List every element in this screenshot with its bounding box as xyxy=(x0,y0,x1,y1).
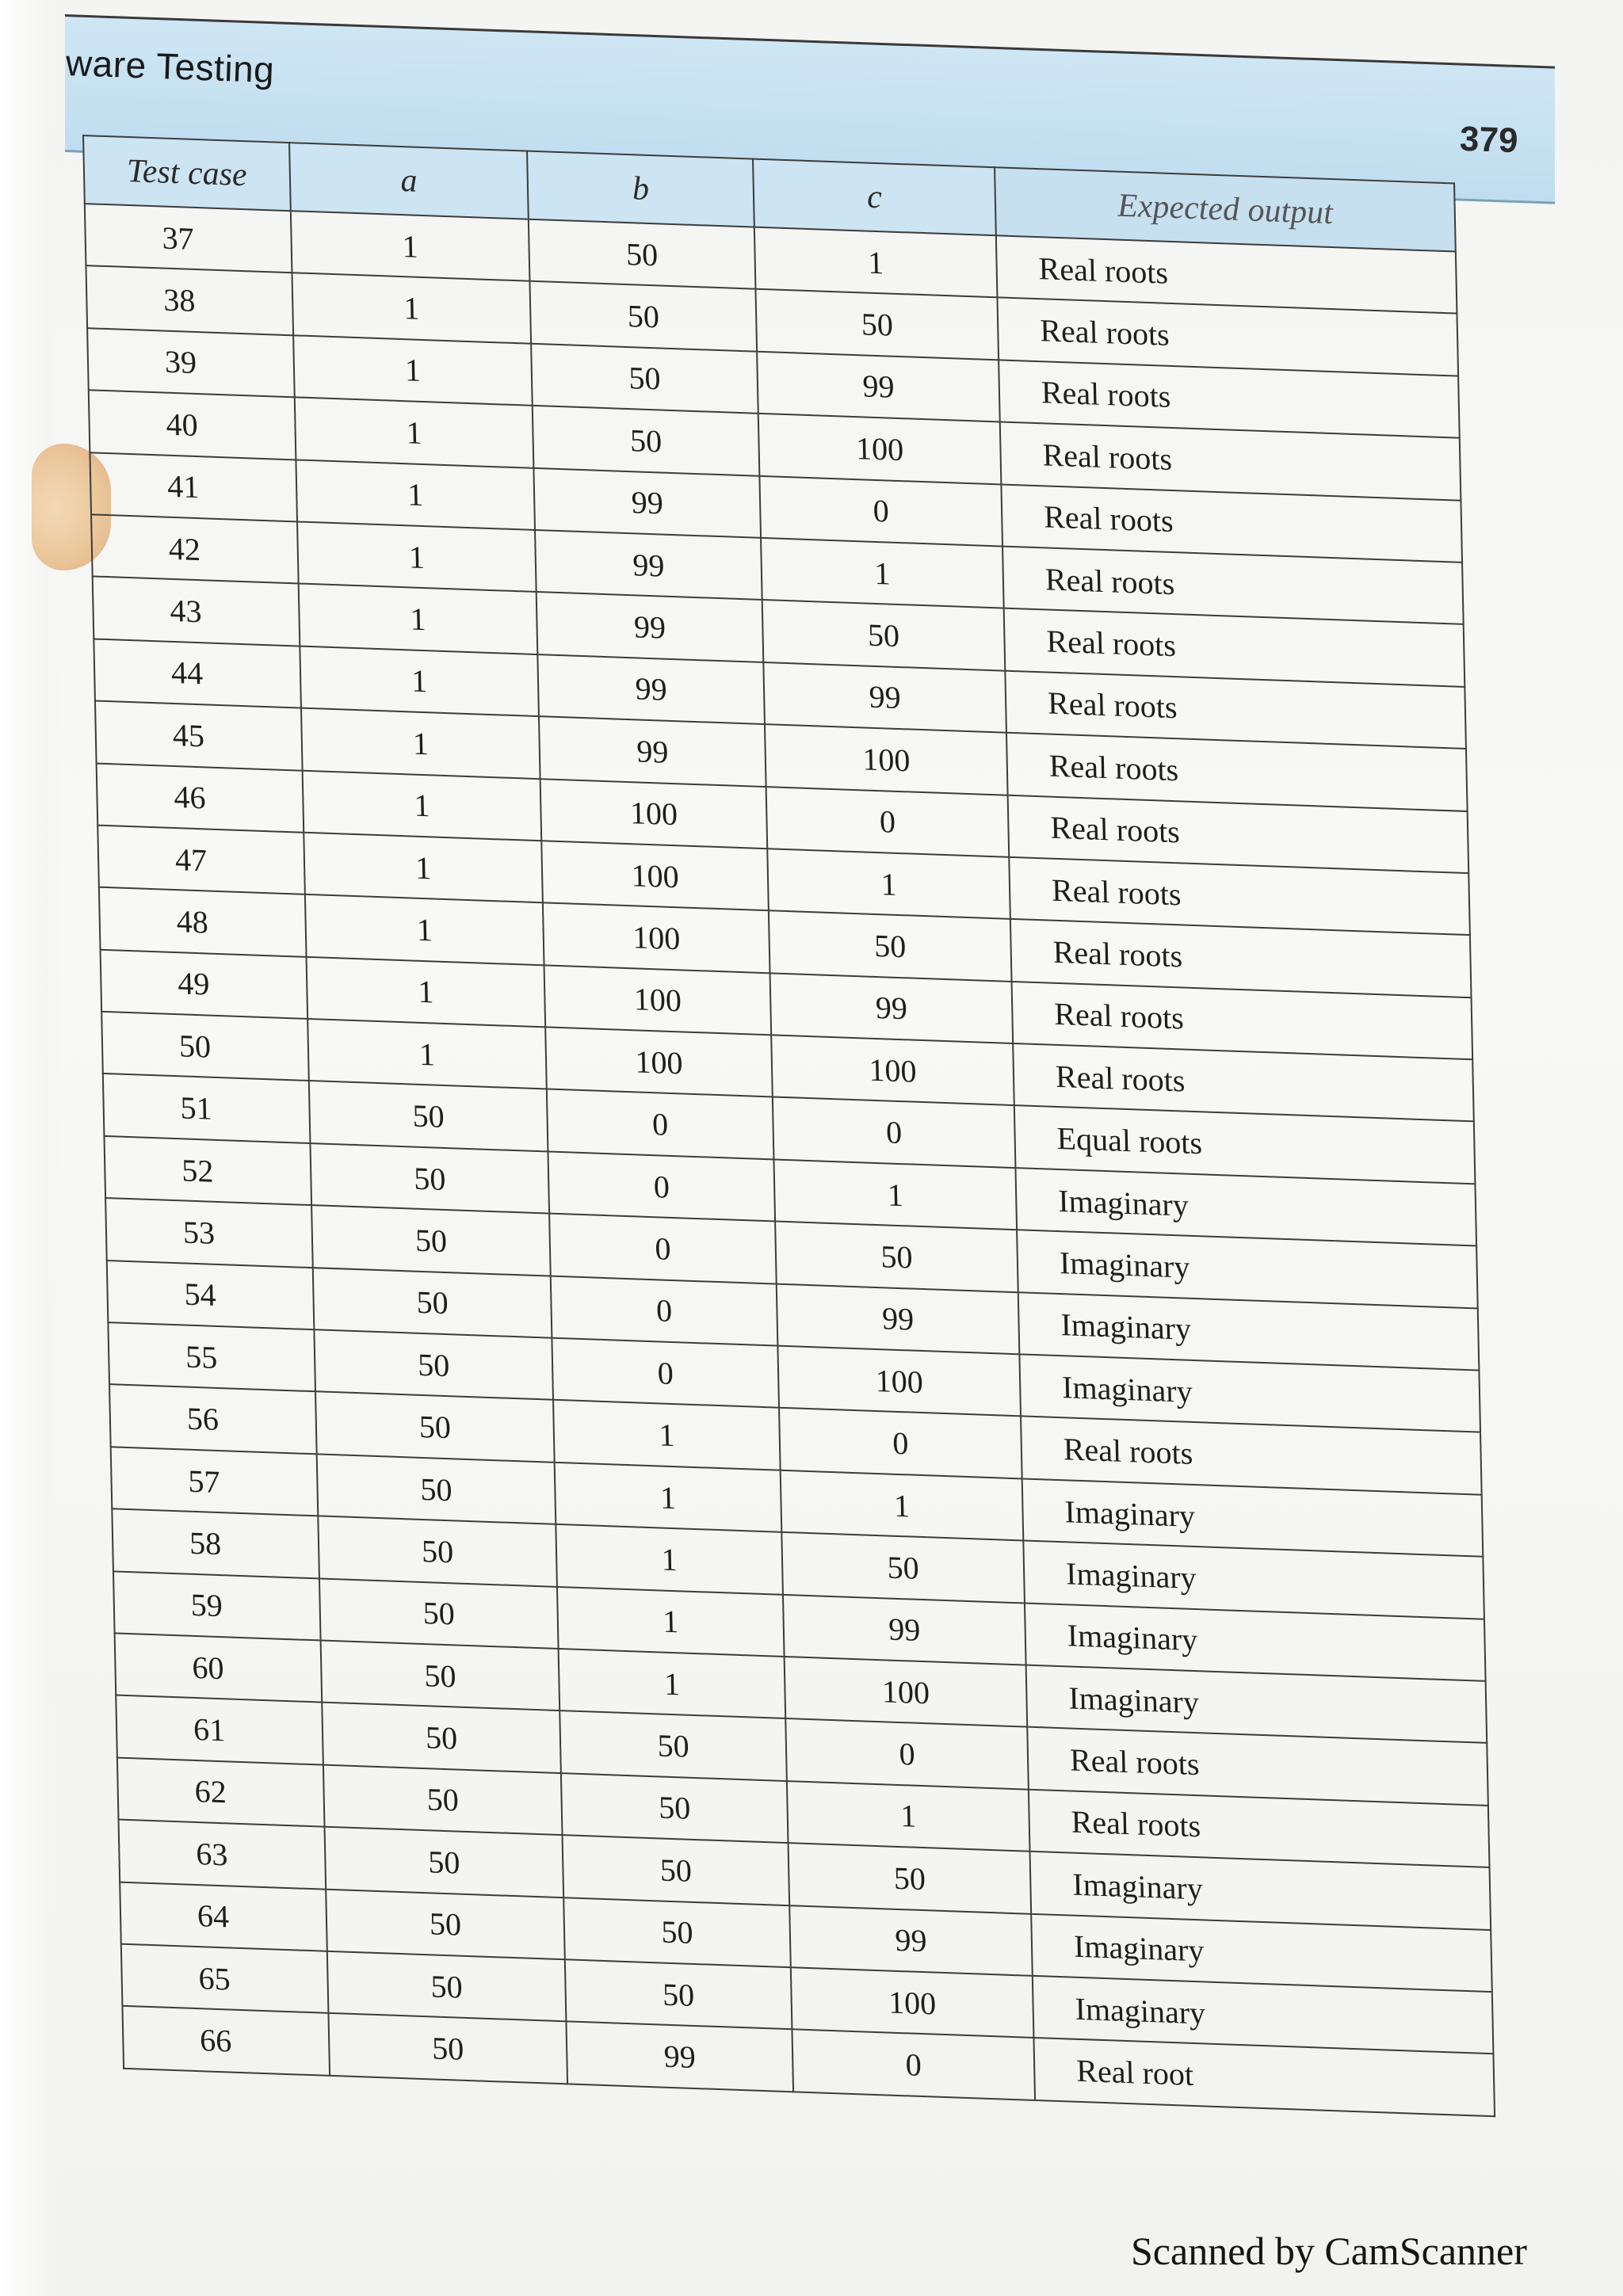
cell-test-case: 65 xyxy=(121,1944,329,2014)
cell-c: 99 xyxy=(757,352,1000,422)
cell-a: 1 xyxy=(303,770,542,841)
table-body xyxy=(85,204,1495,2116)
header-b: b xyxy=(527,151,754,227)
cell-b: 100 xyxy=(540,779,768,849)
cell-c: 100 xyxy=(777,1346,1021,1417)
cell-test-case: 53 xyxy=(105,1198,313,1268)
cell-a: 50 xyxy=(327,1951,567,2022)
cell-expected-output: Real roots xyxy=(1006,733,1468,811)
cell-c: 50 xyxy=(762,600,1006,670)
cell-a: 1 xyxy=(305,894,544,965)
cell-test-case: 48 xyxy=(99,887,307,957)
cell-expected-output: Real roots xyxy=(1002,546,1464,624)
cell-test-case: 56 xyxy=(109,1385,317,1455)
cell-b: 100 xyxy=(541,841,769,910)
cell-a: 50 xyxy=(314,1329,553,1400)
cell-expected-output: Imaginary xyxy=(1023,1541,1484,1619)
cell-expected-output: Real roots xyxy=(1001,484,1462,563)
cell-c: 50 xyxy=(789,1843,1032,1913)
cell-test-case: 63 xyxy=(119,1820,327,1890)
cell-test-case: 51 xyxy=(103,1074,311,1143)
cell-a: 1 xyxy=(292,273,531,344)
cell-b: 0 xyxy=(548,1151,775,1221)
cell-a: 50 xyxy=(321,1640,560,1711)
cell-expected-output: Imaginary xyxy=(1033,1976,1494,2054)
cell-expected-output: Imaginary xyxy=(1026,1665,1487,1744)
cell-b: 0 xyxy=(549,1214,777,1283)
cell-a: 50 xyxy=(325,1827,564,1897)
test-case-table-container xyxy=(82,135,1494,2117)
header-test-case: Test case xyxy=(83,135,291,211)
cell-test-case: 61 xyxy=(116,1695,323,1765)
cell-b: 99 xyxy=(566,2022,793,2092)
cell-c: 50 xyxy=(781,1532,1025,1603)
cell-test-case: 52 xyxy=(104,1136,311,1206)
cell-b: 100 xyxy=(543,903,770,973)
cell-c: 50 xyxy=(755,289,999,360)
cell-test-case: 45 xyxy=(95,701,303,771)
cell-test-case: 66 xyxy=(122,2006,330,2076)
cell-test-case: 64 xyxy=(120,1882,327,1951)
cell-test-case: 41 xyxy=(90,452,297,522)
cell-test-case: 60 xyxy=(115,1633,323,1703)
header-expected-output: Expected output xyxy=(995,167,1456,251)
cell-c: 99 xyxy=(763,662,1006,733)
cell-expected-output: Imaginary xyxy=(1019,1354,1480,1432)
cell-expected-output: Real roots xyxy=(997,298,1458,376)
cell-a: 50 xyxy=(318,1516,557,1587)
cell-b: 50 xyxy=(529,219,756,289)
cell-b: 99 xyxy=(537,592,764,662)
cell-b: 99 xyxy=(537,654,765,724)
cell-test-case: 57 xyxy=(111,1447,319,1516)
cell-expected-output: Equal roots xyxy=(1014,1106,1476,1184)
cell-expected-output: Real roots xyxy=(1027,1727,1488,1806)
cell-c: 100 xyxy=(765,724,1008,795)
cell-b: 1 xyxy=(553,1400,781,1470)
cell-c: 1 xyxy=(787,1781,1030,1852)
cell-test-case: 42 xyxy=(91,514,299,584)
cell-expected-output: Real root xyxy=(1033,2038,1495,2116)
cell-b: 0 xyxy=(551,1276,778,1345)
cell-b: 99 xyxy=(539,716,766,786)
cell-expected-output: Real roots xyxy=(1000,422,1461,501)
page-edge-shadow xyxy=(0,0,63,2296)
cell-c: 0 xyxy=(773,1097,1016,1168)
cell-c: 99 xyxy=(783,1594,1026,1665)
cell-expected-output: Real roots xyxy=(1013,1043,1474,1122)
cell-c: 99 xyxy=(789,1905,1033,1976)
cell-a: 1 xyxy=(300,646,539,716)
cell-test-case: 46 xyxy=(97,763,304,833)
cell-expected-output: Real roots xyxy=(1008,795,1469,873)
cell-c: 1 xyxy=(781,1470,1024,1541)
cell-expected-output: Real roots xyxy=(1029,1789,1490,1867)
cell-b: 50 xyxy=(563,1835,790,1905)
cell-test-case: 59 xyxy=(113,1571,321,1641)
cell-b: 50 xyxy=(565,1959,792,2029)
cell-b: 50 xyxy=(533,406,760,475)
cell-test-case: 37 xyxy=(85,204,292,273)
page-number: 379 xyxy=(1459,119,1519,161)
cell-a: 50 xyxy=(317,1454,556,1524)
cell-b: 100 xyxy=(544,965,772,1035)
cell-a: 50 xyxy=(322,1703,561,1773)
cell-a: 1 xyxy=(301,708,540,779)
cell-expected-output: Imaginary xyxy=(1015,1168,1476,1246)
cell-b: 0 xyxy=(552,1338,779,1408)
cell-c: 0 xyxy=(792,2030,1035,2100)
cell-b: 50 xyxy=(563,1897,791,1967)
cell-c: 99 xyxy=(770,973,1014,1043)
header-c: c xyxy=(753,159,996,236)
cell-a: 50 xyxy=(311,1205,551,1276)
cell-expected-output: Real roots xyxy=(996,235,1457,314)
cell-c: 0 xyxy=(785,1718,1029,1789)
cell-a: 50 xyxy=(310,1143,549,1214)
cell-c: 0 xyxy=(779,1408,1022,1478)
running-title: ware Testing xyxy=(65,41,276,91)
cell-expected-output: Imaginary xyxy=(1022,1478,1484,1557)
cell-test-case: 58 xyxy=(112,1509,319,1579)
cell-a: 50 xyxy=(315,1392,555,1463)
cell-a: 1 xyxy=(299,584,538,654)
cell-b: 50 xyxy=(531,344,758,414)
cell-expected-output: Imaginary xyxy=(1031,1913,1492,1992)
cell-a: 50 xyxy=(326,1889,565,1959)
cell-a: 1 xyxy=(296,460,535,530)
cell-c: 99 xyxy=(777,1283,1020,1354)
cell-expected-output: Real roots xyxy=(999,360,1460,438)
cell-expected-output: Real roots xyxy=(1010,919,1472,997)
scanner-watermark: Scanned by CamScanner xyxy=(1131,2229,1527,2273)
cell-a: 50 xyxy=(328,2013,567,2084)
cell-a: 1 xyxy=(307,957,546,1028)
cell-expected-output: Imaginary xyxy=(1017,1230,1478,1308)
cell-expected-output: Imaginary xyxy=(1018,1292,1480,1371)
test-case-table xyxy=(82,135,1495,2117)
cell-a: 50 xyxy=(313,1268,552,1338)
cell-c: 0 xyxy=(766,787,1010,857)
cell-a: 1 xyxy=(293,335,533,406)
cell-expected-output: Real roots xyxy=(1005,670,1466,749)
cell-test-case: 44 xyxy=(94,639,301,708)
cell-c: 1 xyxy=(773,1159,1017,1230)
cell-b: 1 xyxy=(556,1524,783,1594)
cell-b: 1 xyxy=(557,1587,785,1657)
cell-b: 1 xyxy=(559,1649,786,1718)
cell-c: 50 xyxy=(769,911,1012,982)
cell-test-case: 62 xyxy=(117,1757,325,1827)
cell-a: 1 xyxy=(304,833,543,903)
cell-test-case: 55 xyxy=(108,1322,315,1392)
cell-expected-output: Imaginary xyxy=(1025,1603,1486,1681)
cell-test-case: 47 xyxy=(97,826,305,895)
cell-a: 50 xyxy=(319,1578,559,1649)
cell-test-case: 50 xyxy=(101,1012,309,1081)
cell-b: 99 xyxy=(535,530,762,600)
cell-expected-output: Real roots xyxy=(1009,857,1470,936)
cell-a: 1 xyxy=(291,211,530,281)
cell-c: 0 xyxy=(759,475,1002,546)
cell-c: 1 xyxy=(767,849,1010,919)
cell-test-case: 39 xyxy=(87,328,295,398)
cell-b: 50 xyxy=(561,1773,789,1843)
cell-test-case: 54 xyxy=(107,1261,315,1330)
cell-c: 100 xyxy=(771,1035,1014,1105)
cell-c: 100 xyxy=(785,1657,1028,1727)
cell-a: 1 xyxy=(297,521,537,592)
cell-c: 50 xyxy=(775,1222,1018,1292)
cell-a: 1 xyxy=(307,1019,547,1089)
cell-b: 99 xyxy=(533,467,761,537)
cell-a: 50 xyxy=(323,1764,563,1835)
cell-expected-output: Real roots xyxy=(1021,1417,1482,1495)
cell-expected-output: Real roots xyxy=(1004,608,1465,687)
cell-a: 1 xyxy=(295,398,534,468)
cell-c: 1 xyxy=(754,227,998,298)
cell-test-case: 49 xyxy=(101,949,308,1019)
cell-test-case: 43 xyxy=(93,577,300,646)
header-a: a xyxy=(289,143,529,219)
cell-b: 1 xyxy=(555,1463,782,1532)
cell-b: 0 xyxy=(547,1089,774,1159)
cell-test-case: 40 xyxy=(89,390,296,460)
cell-expected-output: Imaginary xyxy=(1030,1852,1491,1930)
cell-b: 50 xyxy=(559,1711,787,1780)
cell-a: 50 xyxy=(309,1081,548,1151)
cell-c: 100 xyxy=(791,1967,1034,2038)
cell-b: 100 xyxy=(545,1027,773,1097)
cell-c: 1 xyxy=(761,538,1004,608)
cell-expected-output: Real roots xyxy=(1012,982,1473,1060)
cell-test-case: 38 xyxy=(86,266,293,336)
cell-c: 100 xyxy=(758,414,1002,484)
cell-b: 50 xyxy=(529,281,757,351)
